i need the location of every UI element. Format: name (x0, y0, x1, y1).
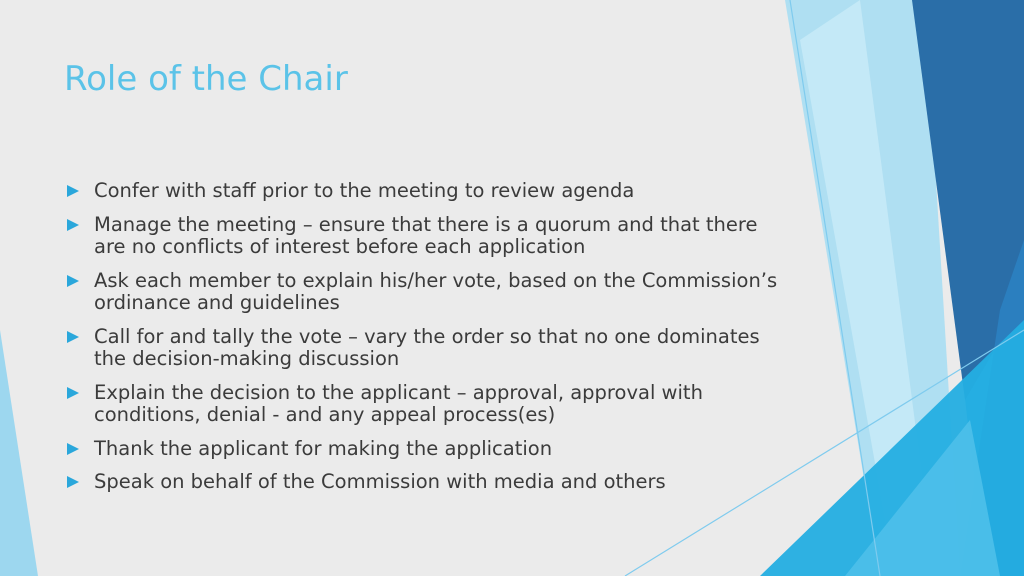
bullet-item (64, 326, 784, 371)
bullet-text: Call for and tally the vote – vary the order so that no one dominates the decision-making discussion (94, 324, 760, 370)
triangle-right-icon (67, 219, 79, 231)
bullet-text: Speak on behalf of the Commission with media and others (94, 470, 666, 493)
bullet-text: Confer with staff prior to the meeting to review agenda (94, 179, 635, 202)
triangle-right-icon (67, 387, 79, 399)
bullet-text: Manage the meeting – ensure that there is a quorum and that there are no conflicts of interest before each application (94, 212, 758, 258)
bullet-item (64, 270, 784, 315)
triangle-right-icon (67, 275, 79, 287)
triangle-right-icon (67, 331, 79, 343)
bullet-item (64, 438, 784, 461)
left-accent-shape (0, 330, 38, 576)
bullet-item (64, 382, 784, 427)
bullet-text: Thank the applicant for making the application (94, 436, 553, 460)
bullet-item (64, 471, 784, 494)
bullet-item (64, 214, 784, 259)
slide-title: Role of the Chair (64, 59, 348, 99)
bullet-item (64, 180, 784, 203)
bullet-text: Ask each member to explain his/her vote, based on the Commission’s ordinance and guidelines (94, 268, 778, 314)
triangle-right-icon (67, 443, 79, 455)
bullet-text: Explain the decision to the applicant – approval, approval with conditions, denial - and any appeal process(es) (94, 380, 703, 426)
triangle-right-icon (67, 476, 79, 488)
triangle-right-icon (67, 185, 79, 197)
bullet-list (64, 180, 784, 505)
